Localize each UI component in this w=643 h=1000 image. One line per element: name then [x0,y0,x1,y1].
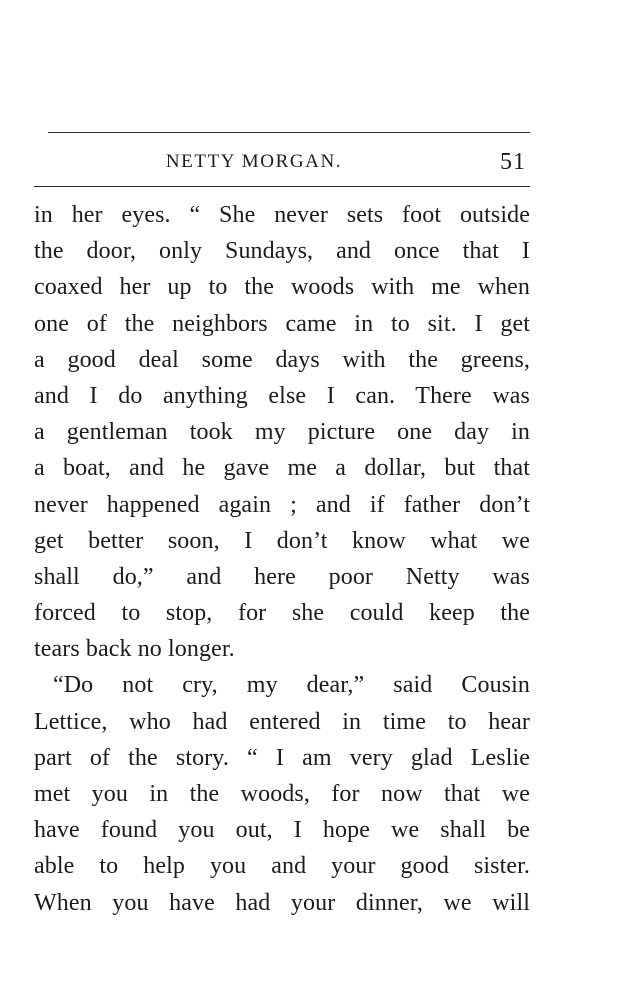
page-number: 51 [500,149,526,175]
text-line: have found you out, I hope we shall be [34,817,530,844]
header-bottom-rule [34,186,530,187]
running-title: NETTY MORGAN. [165,151,343,172]
text-line: the door, only Sundays, and once that I [34,238,530,265]
text-line: and I do anything else I can. There was [34,382,530,409]
text-line: Lettice, who had entered in time to hear [34,708,530,735]
text-line: get better soon, I don’t know what we [34,527,530,554]
paragraph-last-line: tears back no longer. [34,636,235,663]
text-line: shall do,” and here poor Netty was [34,563,530,590]
text-line: a boat, and he gave me a dollar, but that [34,455,530,482]
text-line: forced to stop, for she could keep the [34,600,530,627]
running-head [34,147,530,177]
text-line: one of the neighbors came in to sit. I get [34,310,530,337]
text-line: a good deal some days with the greens, [34,346,530,373]
body-text [34,197,530,921]
text-line: a gentleman took my picture one day in [34,419,530,446]
text-line: When you have had your dinner, we will [34,889,530,916]
text-line: never happened again ; and if father don’t [34,491,530,518]
text-line: coaxed her up to the woods with me when [34,274,530,301]
text-line: in her eyes. “ She never sets foot outside [34,202,530,228]
text-line: able to help you and your good sister. [34,853,530,880]
text-line: part of the story. “ I am very glad Leslie [34,744,530,771]
header-top-rule [34,132,530,133]
text-line: met you in the woods, for now that we [34,781,530,807]
paragraph-first-line: “Do not cry, my dear,” said Cousin [53,672,530,699]
